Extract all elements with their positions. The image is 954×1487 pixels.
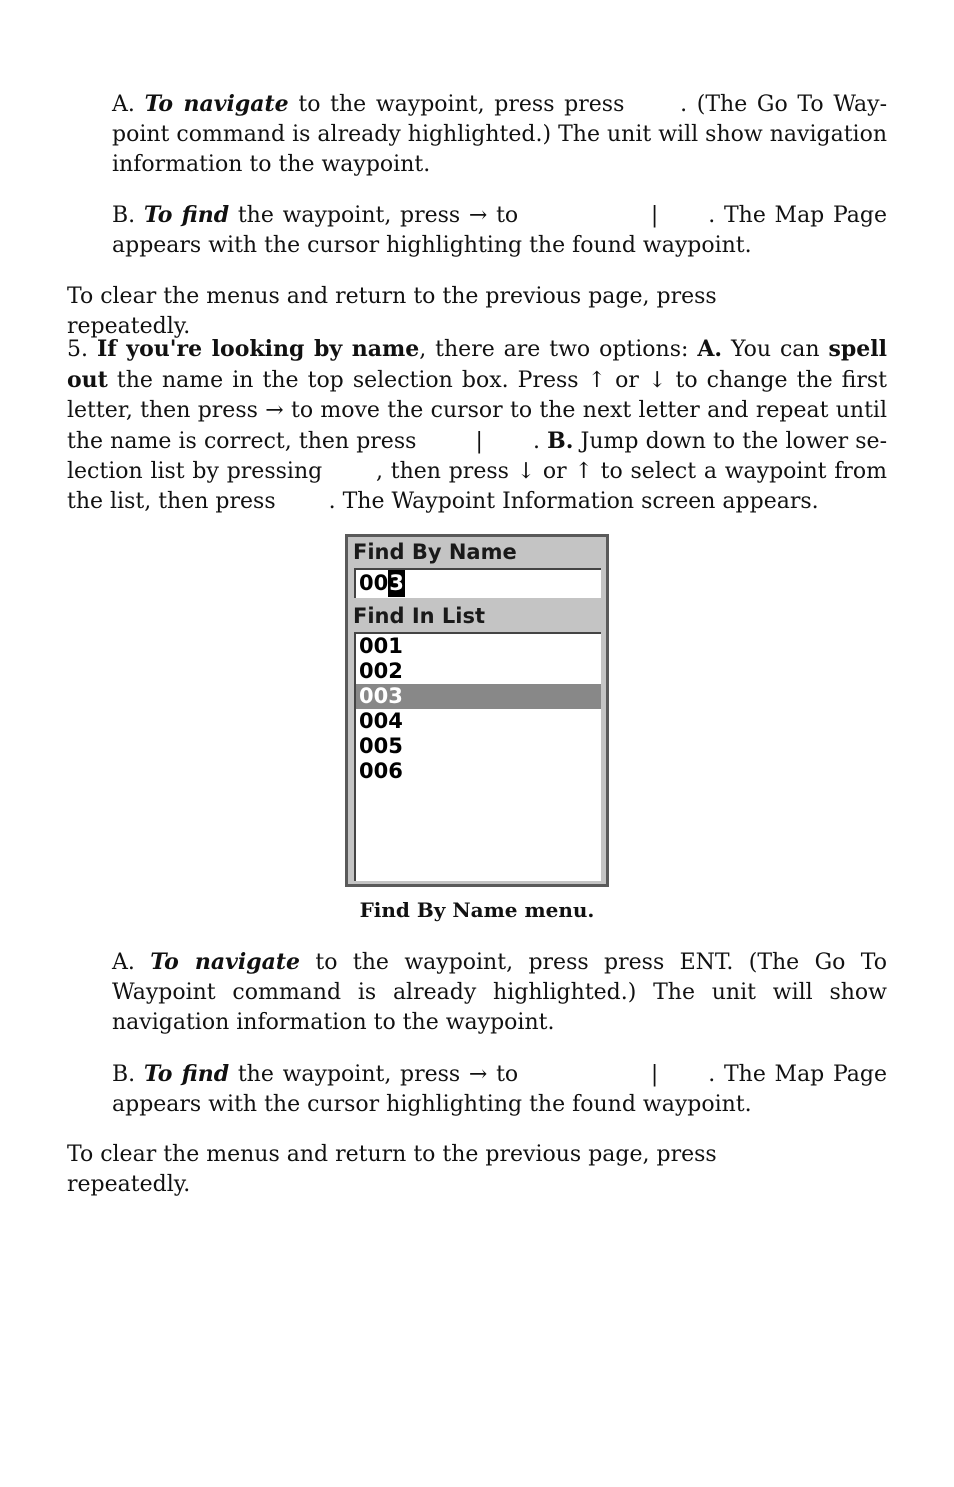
find-by-name-screen	[345, 534, 609, 887]
clear-instruction-1: To clear the menus and return to the previous page, press repeatedly.	[67, 284, 724, 339]
list-item[interactable]: 006	[359, 759, 403, 783]
to-navigate-label: To navigate	[144, 91, 289, 117]
find-instruction-2: B. To find the waypoint, press → to | . The Map Page appears with the cursor highlighting the found waypoint.	[112, 1061, 888, 1117]
name-entry-box[interactable]	[354, 568, 601, 598]
list-item[interactable]: 002	[359, 659, 403, 683]
find-in-list-label: Find In List	[353, 604, 486, 628]
list-item[interactable]: 004	[359, 709, 403, 733]
list-item[interactable]: 001	[359, 634, 403, 658]
figure-caption: Find By Name menu.	[359, 898, 595, 922]
name-entered-text: 00	[359, 571, 389, 595]
find-by-name-label: Find By Name	[353, 540, 517, 564]
nav-instruction-1: A. To navigate to the waypoint, press press . (The Go To Waypoint command is already highlighted.) The unit will show navigation information to the waypoint.	[112, 91, 888, 177]
find-instruction-1: B. To find the waypoint, press → to | . The Map Page appears with the cursor highlighting the found waypoint.	[112, 202, 888, 258]
name-cursor: 3	[389, 571, 404, 595]
list-item[interactable]: 005	[359, 734, 403, 758]
to-find-label: To find	[143, 1061, 230, 1087]
nav-instruction-2: A. To navigate to the waypoint, press press ENT. (The Go To Waypoint command is already highlighted.) The unit will show navigation information to the waypoint.	[112, 949, 888, 1035]
list-item-selected[interactable]: 003	[356, 684, 601, 709]
to-find-label: To find	[143, 202, 230, 228]
waypoint-list[interactable]	[354, 632, 601, 881]
to-navigate-label: To navigate	[150, 949, 301, 975]
clear-instruction-2: To clear the menus and return to the previous page, press repeatedly.	[67, 1142, 724, 1197]
step-5-paragraph: 5. If you're looking by name, there are two options: A. You can spell out the name in the top selection box. Press ↑ or ↓ to change the first letter, then press → to move the cursor to the next letter and repeat until the name is correct, then press | . B. Jump down to the lower selection list by pressing , then press ↓ or ↑ to select a waypoint from the list, then press . The Waypoint Information screen appears.	[67, 336, 888, 514]
